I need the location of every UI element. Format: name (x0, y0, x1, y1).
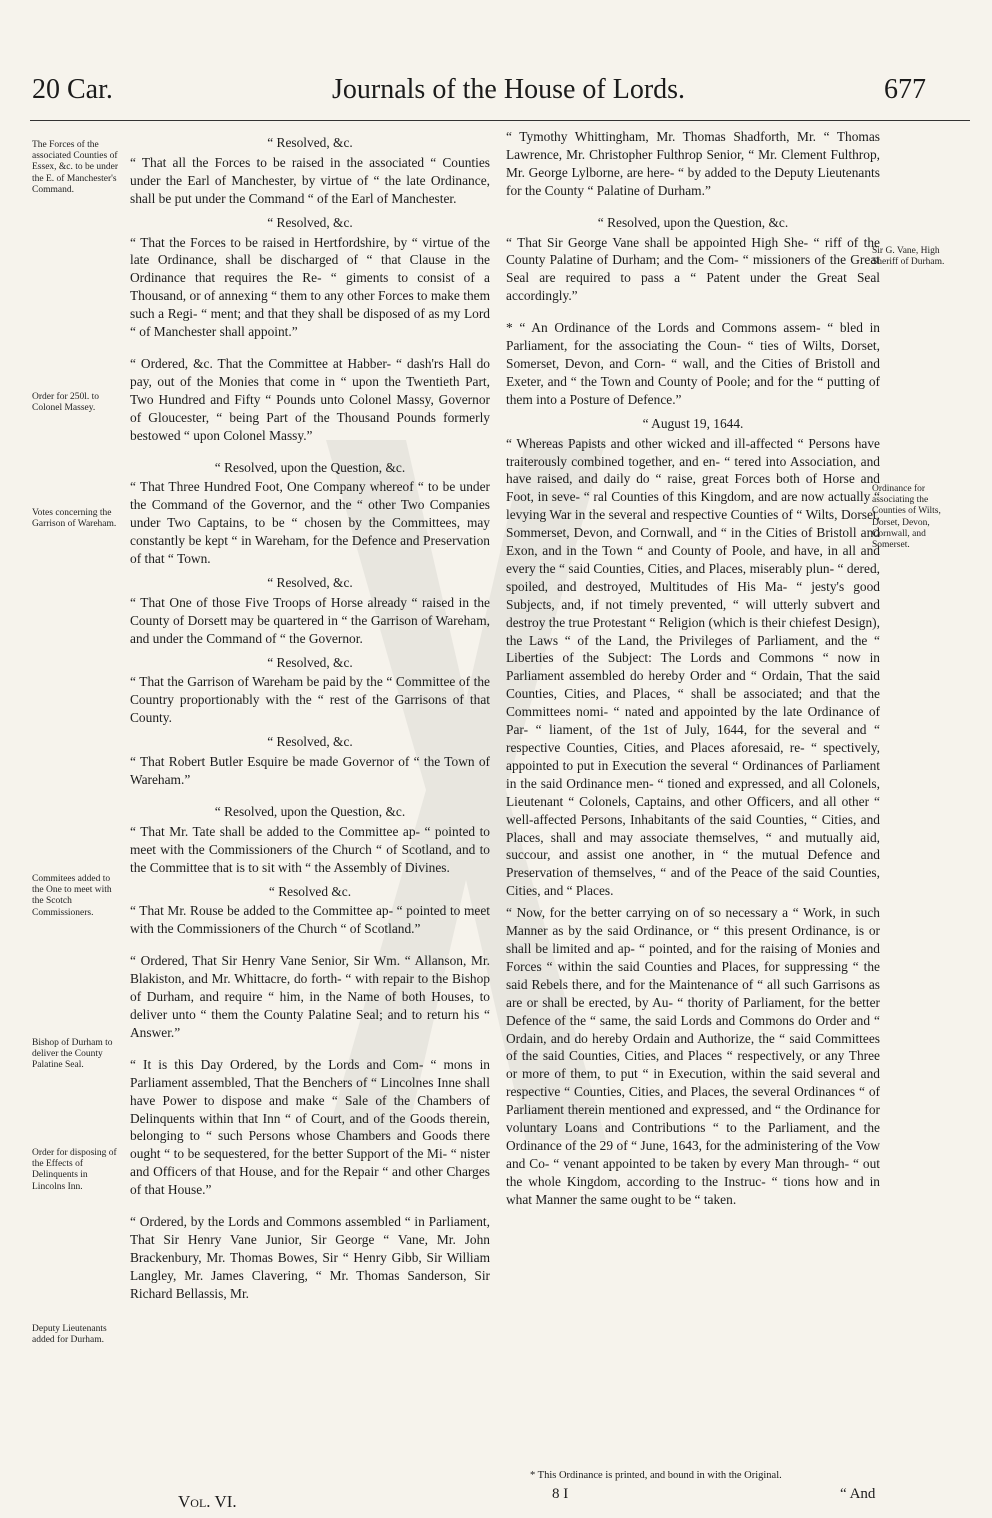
paragraph: “ Resolved, &c. (267, 734, 353, 750)
volume-label: Vol. VI. (178, 1492, 237, 1511)
paragraph: “ Ordered, That Sir Henry Vane Senior, Sir Wm. “ Allanson, Mr. Blakiston, and Mr. Whittacre, do forth- “ with repair to the Bishop of Durham, and require “ him, in the Name of both Houses, to deliver unto “ them the County Palatine Seal; and to return his “ Answer.” (130, 953, 490, 1040)
paragraph: “ Resolved, &c. (267, 654, 353, 670)
margin-note-bishop: Bishop of Durham to deliver the County Palatine Seal. (32, 1038, 113, 1071)
paragraph: “ Now, for the better carrying on of so necessary a “ Work, in such Manner as by the said Ordinance, or “ this present Ordinance, is or shall be limited and ap- “ pointed, and for the raising of Monies and Forces “ within the said Counties and Places, for suppressing “ the said Rebels there, and for the Maintenance of “ all such Garrisons as are or shall be erected, by Au- “ thority of Parliament, for the better Defence of the “ same, the said Lords and Commons do Order and “ Ordain, and do hereby Ordain and Authorize, the “ said Committees of the said Counties, Cities, and Places “ respectively, or any Three or more of them, to put “ in Execution, within the said several and respective “ Counties, Cities, and Places, the several Ordinances “ of Parliament therein mentioned and expressed, and “ the Ordinance for voluntary Loans and Contributions “ to the Parliament, and the Ordinance of the 29 of “ June, 1643, for the administering of the Vow and Co- “ venant appointed to be taken by every Man through- “ out the whole Kingdom, according to the Instruc- “ tions how and in what Manner the same ought to be “ taken. (506, 905, 880, 1207)
column-right (506, 128, 880, 1213)
paragraph: * “ An Ordinance of the Lords and Commons assem- “ bled in Parliament, for the associating the Coun- “ ties of Wilts, Dorset, Somerset, Devon, and Corn- “ wall, and the Cities of Bristoll and Exeter, and “ the Town and County of Poole; and for the “ putting of them into a Posture of Defence.” (506, 320, 880, 407)
margin-note-forces: The Forces of the associated Counties of Essex, &c. to be under the E. of Manchester's Command. (32, 140, 119, 195)
page-header (0, 74, 992, 124)
header-rule (30, 120, 970, 121)
header-regnal-year: 20 Car. (32, 74, 113, 105)
catchword: “ And (840, 1486, 876, 1502)
paragraph: “ That the Garrison of Wareham be paid by the “ Committee of the Country proportionably with the “ rest of the Garrisons of that County. (130, 674, 490, 726)
paragraph: “ That the Forces to be raised in Hertfordshire, by “ virtue of the late Ordinance, shall be discharged of “ that Clause in the Ordinance that requires the Re- “ giments to consist of a Thousand, or of annexing “ them to any other Forces to make them such a Regi- “ ment; and that they shall be disposed of as my Lord “ of Manchester shall appoint.” (130, 234, 490, 340)
margin-note-scotch: Commitees added to the One to meet with the Scotch Commissioners. (32, 874, 112, 918)
signature-mark: 8 I (552, 1486, 569, 1502)
margin-note-wareham: Votes concerning the Garrison of Wareham. (32, 508, 117, 530)
paragraph: “ That Mr. Tate shall be added to the Committee ap- “ pointed to meet with the Commissioners of the Church “ of Scotland, and to the Committee that is to sit with “ the Assembly of Divines. (130, 823, 490, 875)
paragraph: “ Whereas Papists and other wicked and ill-affected “ Persons have traiterously combined together, and en- “ tered into Association, and have raised, and daily do “ raise, great Forces both of Horse and Foot, in seve- “ ral Counties of this Kingdom, and are now actually “ levying War in the several and respective Counties of “ Wilts, Dorset, Sommerset, Devon, and Cornwall, and “ in the Cities of Bristoll and Exon, and in the Town “ and County of Poole, and have, in all and every the “ said Counties, Cities, and Places, miserably plun- “ dered, spoiled, and destroyed, Multitudes of His Ma- “ jesty's good Subjects, and, if not timely prevented, “ will utterly subvert and destroy the true Protestant “ Religion (which is their chiefest Design), the Laws “ of the Land, the Privileges of Parliament, and the “ Liberties of the Subject: The Lords and Commons “ now in Parliament assembled do hereby Order and “ Ordain, That the said Counties, Cities, and Places, “ shall be associated; and that the Committees nomi- “ nated and appointed by the late Ordinance of Par- “ liament, of the 1st of July, 1644, for the several and “ respective Counties, Cities, and Places aforesaid, re- “ spectively, appointed to put in Execution the several “ Ordinances of Parliament in the said Ordinance men- “ tioned and expressed, and all Colonels, Lieutenant “ Colonels, Captains, and other Officers, and all other “ well-affected Persons, Inhabitants of the said Counties, “ Cities, and Places, shall and may associate themselves, “ and mutually aid, succour, and assist one another, in “ the mutual Defence and Preservation of themselves, “ and of the Peace of the said Counties, Cities, and “ Places. (506, 435, 880, 899)
paragraph: “ That Sir George Vane shall be appointed High She- “ riff of the County Palatine of Durham; and the Com- “ missioners of the Great Seal are required to pass a “ Patent under the Great Seal accordingly.” (506, 234, 880, 304)
paragraph: “ Resolved, upon the Question, &c. (214, 459, 406, 475)
paragraph: “ Resolved, upon the Question, &c. (214, 803, 406, 819)
paragraph: “ Resolved &c. (268, 883, 352, 899)
paragraph: “ Tymothy Whittingham, Mr. Thomas Shadforth, Mr. “ Thomas Lawrence, Mr. Christopher Fulthrop Senior, “ Mr. Clement Fulthrop, Mr. George Lylborne, are here- “ by added to the Deputy Lieutenants for the County “ Palatine of Durham.” (506, 129, 880, 198)
paragraph: “ Resolved, &c. (267, 214, 353, 230)
margin-note-deputy: Deputy Lieutenants added for Durham. (32, 1324, 107, 1346)
paragraph: “ Ordered, by the Lords and Commons assembled “ in Parliament, That Sir Henry Vane Junior, Sir George “ Vane, Mr. John Brackenbury, Mr. Thomas Bowes, Sir “ Henry Gibb, Sir William Langley, Mr. James Clavering, “ Mr. Thomas Sanderson, Sir Richard Bellassis, Mr. (130, 1214, 490, 1301)
paragraph: “ August 19, 1644. (642, 415, 744, 431)
page-number: 677 (884, 74, 926, 105)
paragraph: “ Resolved, &c. (267, 135, 353, 150)
margin-note-vane: Sir G. Vane, High Sheriff of Durham. (872, 246, 945, 268)
paragraph: “ That One of those Five Troops of Horse already “ raised in the County of Dorsett may be quartered in “ the Garrison of Wareham, and under the Command of “ the Governor. (130, 594, 490, 646)
margin-note-lincolns: Order for disposing of the Effects of Delinquents in Lincolns Inn. (32, 1148, 117, 1192)
paragraph: “ It is this Day Ordered, by the Lords and Com- “ mons in Parliament assembled, That the Benchers of “ Lincolnes Inne shall have Power to dispose and make “ Sale of the Chambers of Delinquents within that Inn “ of Court, and of the Goods therein, belonging to “ such Persons whose Chambers and Goods there ought “ to be sequestered, for the better Support of the Mi- “ nister and Officers of that House, and for the Repair “ and other Charges of that House.” (130, 1056, 490, 1198)
paragraph: “ Resolved, &c. (267, 574, 353, 590)
paragraph: “ That all the Forces to be raised in the associated “ Counties under the Earl of Manchester, by virtue of “ the late Ordinance, shall be put under the Command “ of the Earl of Manchester. (130, 154, 490, 206)
margin-note-massey: Order for 250l. to Colonel Massey. (32, 392, 100, 414)
paragraph: “ Resolved, upon the Question, &c. (597, 214, 789, 230)
footnote: * This Ordinance is printed, and bound in with the Original. (530, 1470, 782, 1481)
margin-note-ordinance: Ordinance for associating the Counties of Wilts, Dorset, Devon, Cornwall, and Somerset. (872, 484, 941, 551)
paragraph: “ Ordered, &c. That the Committee at Habber- “ dash'rs Hall do pay, out of the Monies that come in “ upon the Twentieth Part, Two Hundred and Fifty “ Pounds unto Colonel Massy, Governor of Gloucester, “ being Part of the Thousand Pounds formerly bestowed “ upon Colonel Massy.” (130, 355, 490, 443)
paragraph: “ That Robert Butler Esquire be made Governor of “ the Town of Wareham.” (130, 754, 490, 787)
column-left (130, 128, 490, 1307)
paragraph: “ That Three Hundred Foot, One Company whereof “ to be under the Command of the Governor, and the “ other Two Companies under Two Captains, to be “ chosen by the Committees, may constantly be kept “ in Wareham, for the Defence and Preservation of that “ Town. (130, 479, 490, 567)
paragraph: “ That Mr. Rouse be added to the Committee ap- “ pointed to meet with the Commissioners of the Church “ of Scotland.” (130, 903, 490, 937)
header-title: Journals of the House of Lords. (332, 74, 686, 105)
